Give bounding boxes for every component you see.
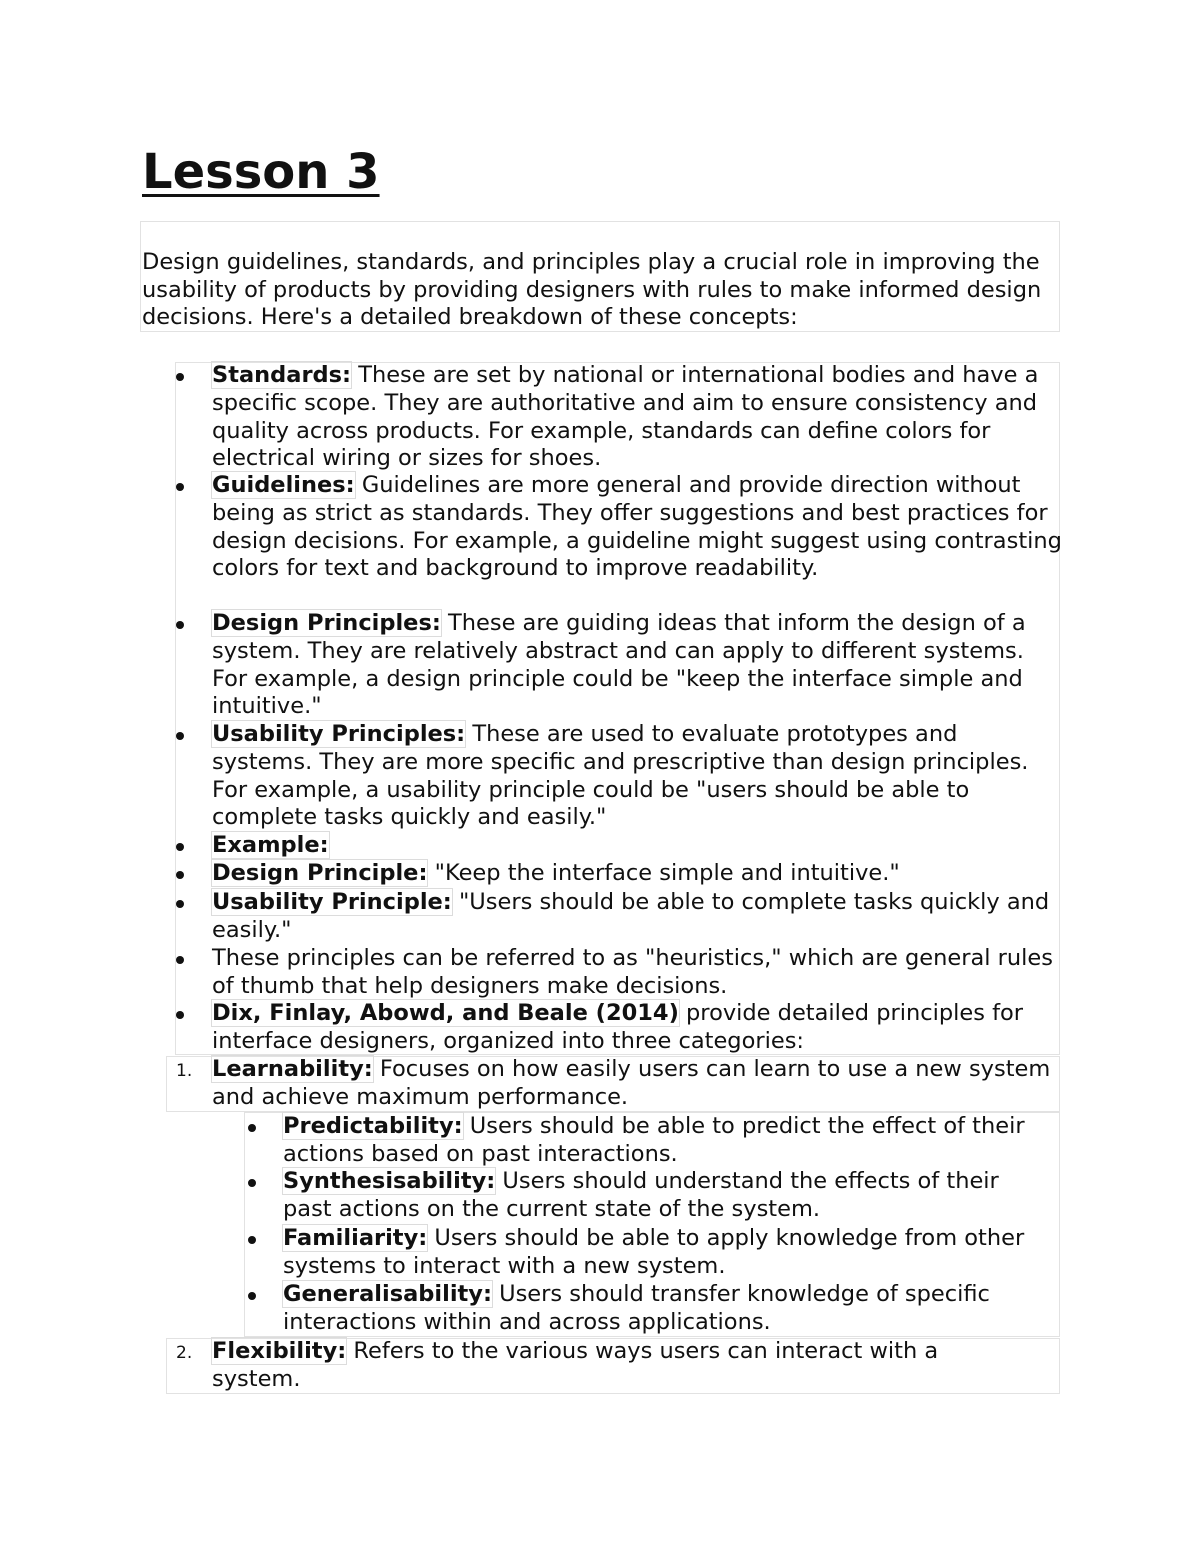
sub-list-item-term: Generalisability:: [283, 1281, 492, 1307]
list-item-term: Guidelines:: [212, 472, 355, 498]
list-item-text: These are set by national or international bodies and have a specific scope. They are authoritative and aim to ensure consistency and quality across products. For example, standards can define colors for electrical wiring or sizes for shoes.: [212, 362, 1039, 472]
bullet-icon: [176, 621, 184, 629]
list-item-term: Design Principle:: [212, 860, 428, 886]
bullet-icon: [176, 900, 184, 908]
list-item: [212, 860, 1062, 888]
bullet-icon: [176, 483, 184, 491]
list-item: [212, 472, 1062, 583]
bullet-icon: [176, 373, 184, 381]
numbered-item-term: Learnability:: [212, 1056, 373, 1082]
bullet-icon: [176, 1011, 184, 1019]
list-item: [212, 362, 1062, 473]
bullet-icon: [248, 1179, 256, 1187]
list-item: [212, 1000, 1062, 1056]
sub-list-item: [283, 1113, 1053, 1169]
sub-list-item-text: Users should transfer knowledge of specific interactions within and across applications.: [283, 1281, 990, 1335]
list-item-text: "Keep the interface simple and intuitive.": [427, 860, 900, 886]
list-item-text: These principles can be referred to as "heuristics," which are general rules of thumb that help designers make decisions.: [212, 945, 1053, 999]
bullet-icon: [248, 1124, 256, 1132]
list-item-text: These are used to evaluate prototypes and systems. They are more specific and prescriptive than design principles. For example, a usability principle could be "users should be able to complete tasks quickly and easily.": [212, 721, 1029, 831]
bullet-icon: [176, 732, 184, 740]
list-item-term: Standards:: [212, 362, 352, 388]
sub-list-item-term: Predictability:: [283, 1113, 463, 1139]
list-item-term: Example:: [212, 832, 329, 858]
bullet-icon: [176, 871, 184, 879]
list-item: [212, 889, 1062, 945]
bullet-icon: [176, 956, 184, 964]
bullet-icon: [176, 843, 184, 851]
list-item-term: Usability Principle:: [212, 889, 452, 915]
list-item: [212, 945, 1062, 1001]
sub-list-item: [283, 1168, 1053, 1224]
numbered-item-text: Refers to the various ways users can interact with a system.: [212, 1338, 939, 1392]
list-item-term: Design Principles:: [212, 610, 441, 636]
list-item-text: "Users should be able to complete tasks quickly and easily.": [212, 889, 1050, 943]
list-item: [212, 832, 1062, 860]
list-number: 2.: [176, 1343, 193, 1363]
sub-list-item: [283, 1281, 1053, 1337]
bullet-icon: [248, 1292, 256, 1300]
sub-list-item-text: Users should be able to predict the effect of their actions based on past interactions.: [283, 1113, 1025, 1167]
list-number: 1.: [176, 1061, 193, 1081]
numbered-item: [212, 1338, 1012, 1394]
numbered-item-term: Flexibility:: [212, 1338, 347, 1364]
intro-paragraph: Design guidelines, standards, and principles play a crucial role in improving the usability of products by providing designers with rules to make informed design decisions. Here's a detailed breakdown of these concepts:: [142, 249, 1042, 331]
list-item-term: Usability Principles:: [212, 721, 466, 747]
numbered-item: [212, 1056, 1062, 1112]
list-item-text: Guidelines are more general and provide direction without being as strict as standards. They offer suggestions and best practices for design decisions. For example, a guideline might suggest using contrasting colors for text and background to improve readability.: [212, 472, 1062, 582]
sub-list-item-term: Synthesisability:: [283, 1168, 496, 1194]
list-item: [212, 610, 1062, 721]
list-item-text: These are guiding ideas that inform the design of a system. They are relatively abstract and can apply to different systems. For example, a design principle could be "keep the interface simple and intuitive.": [212, 610, 1026, 720]
numbered-item-text: Focuses on how easily users can learn to use a new system and achieve maximum performance.: [212, 1056, 1051, 1110]
list-item: [212, 721, 1062, 832]
sub-list-item-text: Users should understand the effects of their past actions on the current state of the system.: [283, 1168, 999, 1222]
sub-list-item-term: Familiarity:: [283, 1225, 428, 1251]
list-item-text: provide detailed principles for interface designers, organized into three categories:: [212, 1000, 1024, 1054]
page-title: Lesson 3: [142, 144, 380, 200]
bullet-icon: [248, 1236, 256, 1244]
sub-list-item: [283, 1225, 1053, 1281]
list-item-term: Dix, Finlay, Abowd, and Beale (2014): [212, 1000, 679, 1026]
sub-list-item-text: Users should be able to apply knowledge from other systems to interact with a new system.: [283, 1225, 1025, 1279]
